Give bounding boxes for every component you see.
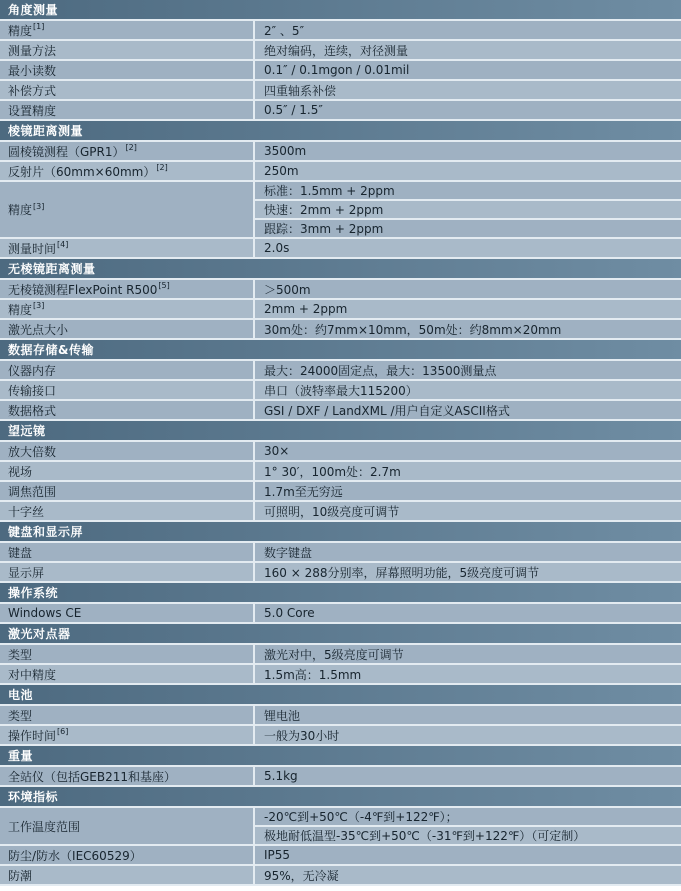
table-row	[0, 665, 681, 685]
section-header-environmental	[0, 787, 681, 808]
spec-label: 对中精度	[0, 665, 255, 683]
section-header-weight	[0, 746, 681, 767]
spec-label: 测量时间 [4]	[0, 239, 255, 257]
table-row	[0, 239, 681, 259]
spec-label: 全站仪（包括GEB211和基座）	[0, 767, 255, 785]
spec-value: 160 × 288分别率，屏幕照明功能，5级亮度可调节	[255, 563, 681, 581]
spec-value: 数字键盘	[255, 543, 681, 561]
table-row	[0, 162, 681, 182]
spec-label: 视场	[0, 462, 255, 480]
table-row	[0, 482, 681, 502]
section-title: 望远镜	[8, 424, 46, 438]
table-row	[0, 361, 681, 381]
table-row	[0, 21, 681, 41]
table-row	[0, 280, 681, 300]
spec-value: 最大：24000固定点，最大：13500测量点	[255, 361, 681, 379]
spec-value: 250m	[255, 162, 681, 180]
spec-label: 测量方法	[0, 41, 255, 59]
table-row	[0, 41, 681, 61]
table-row-group	[0, 808, 681, 846]
spec-label: 工作温度范围	[0, 808, 255, 844]
spec-value: 5.0 Core	[255, 604, 681, 622]
spec-value: 1.5m高：1.5mm	[255, 665, 681, 683]
spec-label: 调焦范围	[0, 482, 255, 500]
spec-value: 30×	[255, 442, 681, 460]
spec-label: 仪器内存	[0, 361, 255, 379]
spec-label: 数据格式	[0, 401, 255, 419]
spec-value: 2″ 、5″	[255, 21, 681, 39]
spec-label: 显示屏	[0, 563, 255, 581]
section-header-prism-distance	[0, 121, 681, 142]
table-row	[0, 320, 681, 340]
section-header-keyboard-display	[0, 522, 681, 543]
spec-label: 类型	[0, 645, 255, 663]
section-title: 角度测量	[8, 3, 59, 17]
spec-value: 95%，无冷凝	[255, 866, 681, 884]
table-row	[0, 81, 681, 101]
table-row	[0, 563, 681, 583]
table-row	[0, 401, 681, 421]
spec-value: 1° 30′，100m处：2.7m	[255, 462, 681, 480]
spec-value: 5.1kg	[255, 767, 681, 785]
section-title: 无棱镜距离测量	[8, 262, 96, 276]
spec-value: 可照明，10级亮度可调节	[255, 502, 681, 520]
table-row	[0, 502, 681, 522]
spec-value: 0.1″ / 0.1mgon / 0.01mil	[255, 61, 681, 79]
table-row	[0, 543, 681, 563]
section-header-data-storage	[0, 340, 681, 361]
grouped-values	[255, 182, 681, 237]
spec-label: 防尘/防水（IEC60529）	[0, 846, 255, 864]
spec-value: 标准：1.5mm + 2ppm	[255, 182, 681, 201]
spec-label: Windows CE	[0, 604, 255, 622]
spec-label: 无棱镜测程FlexPoint R500 [5]	[0, 280, 255, 298]
spec-label: 激光点大小	[0, 320, 255, 338]
spec-value: 30m处：约7mm×10mm，50m处：约8mm×20mm	[255, 320, 681, 338]
spec-value: -20℃到+50℃（-4℉到+122℉）；	[255, 808, 681, 827]
spec-value: 激光对中，5级亮度可调节	[255, 645, 681, 663]
spec-label: 补偿方式	[0, 81, 255, 99]
section-title: 操作系统	[8, 586, 59, 600]
spec-value: 四重轴系补偿	[255, 81, 681, 99]
table-row	[0, 846, 681, 866]
spec-label: 反射片（60mm×60mm） [2]	[0, 162, 255, 180]
grouped-values	[255, 808, 681, 844]
table-row	[0, 381, 681, 401]
spec-value: 极地耐低温型-35℃到+50℃（-31℉到+122℉）（可定制）	[255, 827, 681, 844]
table-row	[0, 101, 681, 121]
table-row	[0, 866, 681, 886]
section-header-operating-system	[0, 583, 681, 604]
spec-value: IP55	[255, 846, 681, 864]
spec-value: GSI / DXF / LandXML /用户自定义ASCII格式	[255, 401, 681, 419]
table-row	[0, 300, 681, 320]
spec-value: ＞500m	[255, 280, 681, 298]
section-header-angle-measurement	[0, 0, 681, 21]
section-title: 环境指标	[8, 790, 59, 804]
spec-value: 跟踪：3mm + 2ppm	[255, 220, 681, 237]
spec-label: 十字丝	[0, 502, 255, 520]
section-header-battery	[0, 685, 681, 706]
section-title: 激光对点器	[8, 627, 71, 641]
spec-value: 一般为30小时	[255, 726, 681, 744]
table-row	[0, 767, 681, 787]
spec-value: 快速：2mm + 2ppm	[255, 201, 681, 220]
section-header-telescope	[0, 421, 681, 442]
spec-label: 圆棱镜测程（GPR1） [2]	[0, 142, 255, 160]
spec-value: 锂电池	[255, 706, 681, 724]
table-row	[0, 726, 681, 746]
spec-label: 防潮	[0, 866, 255, 884]
table-row	[0, 604, 681, 624]
spec-value: 绝对编码，连续，对径测量	[255, 41, 681, 59]
table-row	[0, 462, 681, 482]
spec-label: 精度 [3]	[0, 182, 255, 237]
spec-label: 最小读数	[0, 61, 255, 79]
spec-label: 类型	[0, 706, 255, 724]
table-row	[0, 645, 681, 665]
spec-label: 传输接口	[0, 381, 255, 399]
section-title: 电池	[8, 688, 34, 702]
spec-label: 放大倍数	[0, 442, 255, 460]
spec-label: 精度 [1]	[0, 21, 255, 39]
section-header-laser-plummet	[0, 624, 681, 645]
spec-value: 2mm + 2ppm	[255, 300, 681, 318]
section-title: 数据存储&传输	[8, 343, 94, 357]
section-title: 重量	[8, 749, 34, 763]
section-title: 棱镜距离测量	[8, 124, 84, 138]
spec-value: 3500m	[255, 142, 681, 160]
spec-value: 1.7m至无穷远	[255, 482, 681, 500]
table-row	[0, 61, 681, 81]
spec-label: 操作时间 [6]	[0, 726, 255, 744]
spec-label: 设置精度	[0, 101, 255, 119]
spec-label: 键盘	[0, 543, 255, 561]
table-row-group	[0, 182, 681, 239]
spec-value: 串口（波特率最大115200）	[255, 381, 681, 399]
spec-label: 精度 [3]	[0, 300, 255, 318]
section-header-reflectorless-distance	[0, 259, 681, 280]
spec-value: 2.0s	[255, 239, 681, 257]
spec-value: 0.5″ / 1.5″	[255, 101, 681, 119]
table-row	[0, 442, 681, 462]
section-title: 键盘和显示屏	[8, 525, 84, 539]
table-row	[0, 142, 681, 162]
table-row	[0, 706, 681, 726]
